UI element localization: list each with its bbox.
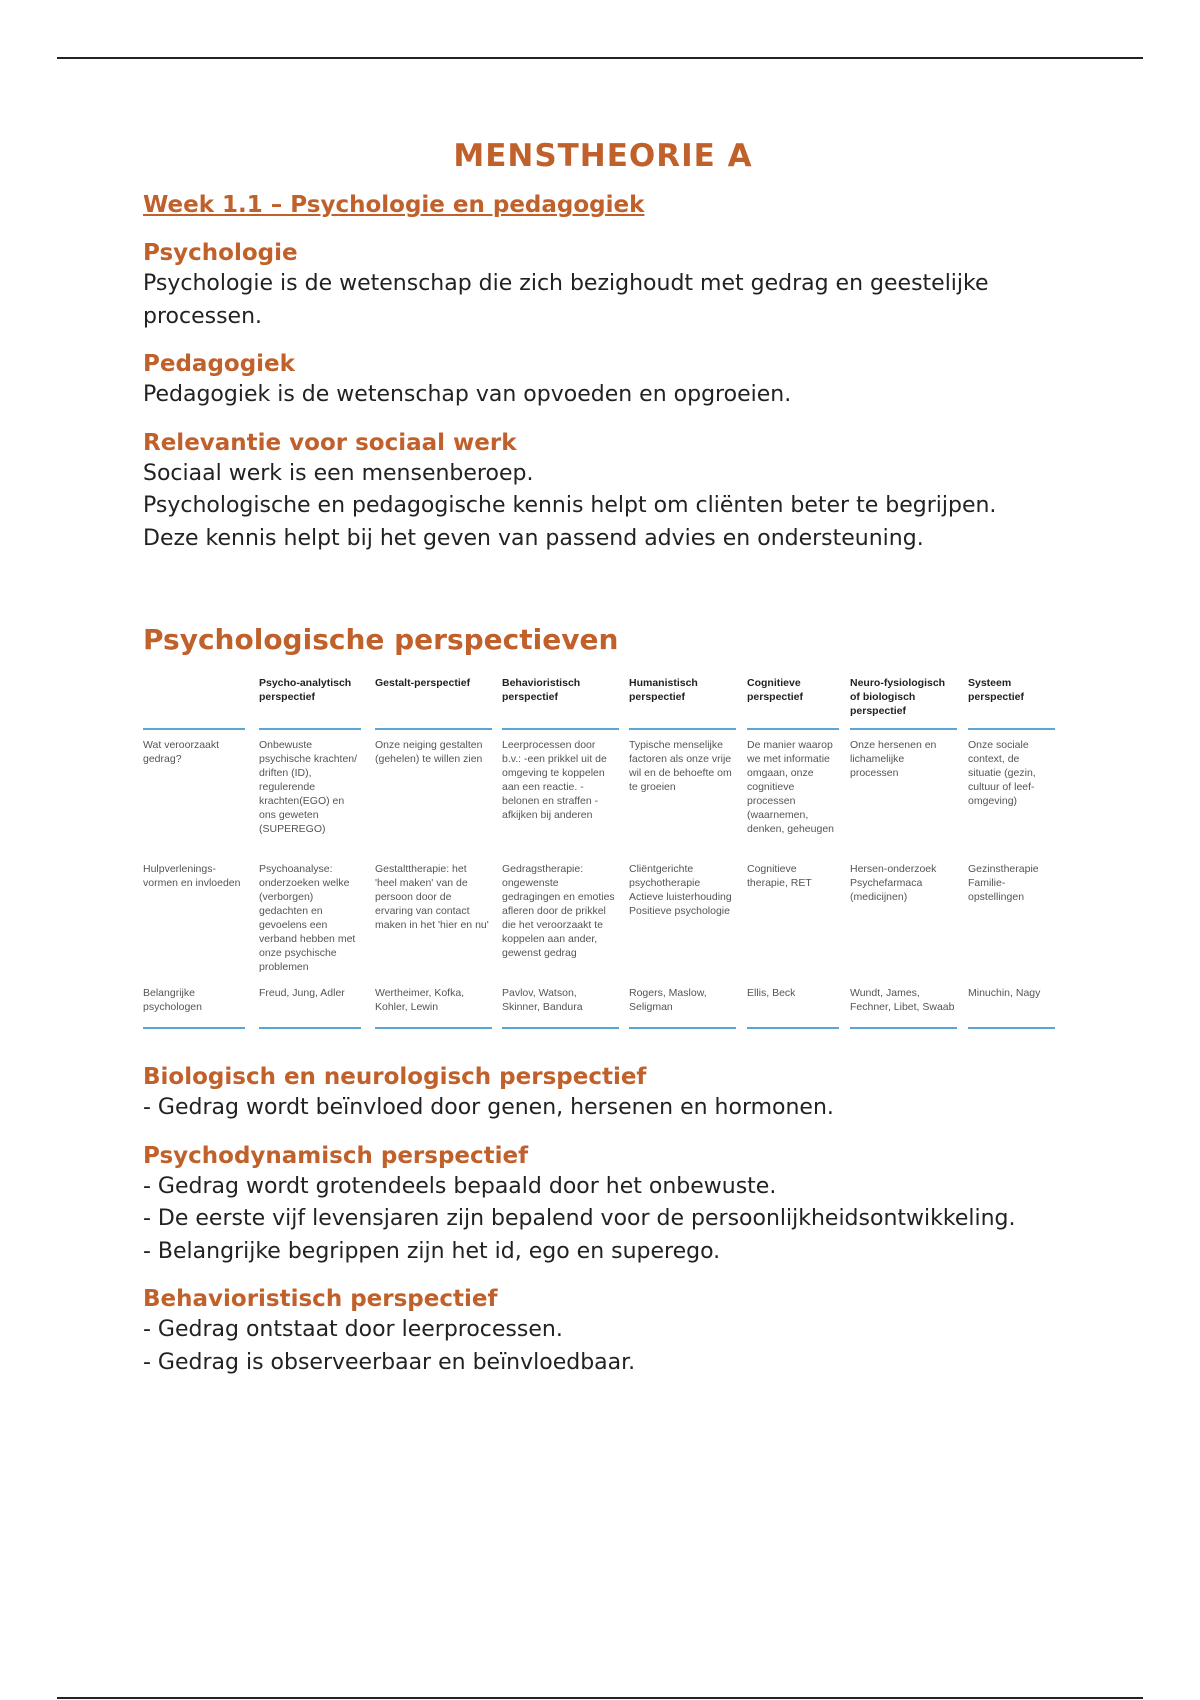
table-cell: Gestalttherapie: het 'heel maken' van de persoon door de ervaring van contact maken in het 'hier en nu' bbox=[375, 863, 489, 931]
section-heading: Relevantie voor sociaal werk bbox=[143, 429, 517, 456]
table-rule bbox=[850, 728, 957, 730]
top-rule bbox=[57, 57, 1143, 59]
table-header-cell: Cognitieve perspectief bbox=[747, 677, 804, 703]
table-cell: Cognitieve therapie, RET bbox=[747, 863, 812, 889]
section-heading: Pedagogiek bbox=[143, 351, 295, 377]
table-rule bbox=[629, 728, 736, 730]
table-row-label: Belangrijke psychologen bbox=[143, 987, 202, 1013]
bullet-line: - De eerste vijf levensjaren zijn bepalend voor de persoonlijkheidsontwikkeling. bbox=[143, 1206, 1016, 1231]
paragraph: Deze kennis helpt bij het geven van passend advies en ondersteuning. bbox=[143, 525, 924, 551]
bullet-line: - Gedrag wordt grotendeels bepaald door het onbewuste. bbox=[143, 1173, 777, 1199]
table-header-cell: Systeem perspectief bbox=[968, 677, 1025, 703]
table-cell: Wertheimer, Kofka, Kohler, Lewin bbox=[375, 987, 465, 1013]
bullet-line: - Belangrijke begrippen zijn het id, ego en superego. bbox=[143, 1238, 721, 1264]
table-cell: De manier waarop we met informatie omgaan, onze cognitieve processen (waarnemen, denken, geheugen bbox=[747, 739, 834, 835]
bullet-line: - Gedrag is observeerbaar en beïnvloedbaar. bbox=[143, 1349, 636, 1375]
document-title: MENSTHEORIE A bbox=[453, 138, 753, 174]
section-pedagogiek bbox=[143, 349, 1063, 412]
table-rule bbox=[259, 1027, 361, 1029]
table-rule bbox=[747, 728, 839, 730]
table-header-cell: Humanistisch perspectief bbox=[629, 677, 698, 703]
paragraph: Sociaal werk is een mensenberoep. bbox=[143, 460, 534, 486]
table-cell: Onze neiging gestalten (gehelen) te willen zien bbox=[375, 739, 483, 765]
table-cell: Onze hersenen en lichamelijke processen bbox=[850, 739, 937, 779]
table-cell: Freud, Jung, Adler bbox=[259, 987, 345, 999]
section-psychodynamisch bbox=[143, 1141, 1063, 1269]
table-rule bbox=[259, 728, 361, 730]
bullet-line: - Gedrag ontstaat door leerprocessen. bbox=[143, 1317, 563, 1342]
table-rule bbox=[502, 1027, 619, 1029]
section-heading: Biologisch en neurologisch perspectief bbox=[143, 1064, 647, 1090]
paragraph: Pedagogiek is de wetenschap van opvoeden en opgroeien. bbox=[143, 382, 792, 407]
section-behavioristisch bbox=[143, 1284, 1063, 1379]
document-body bbox=[143, 138, 1063, 1395]
table-rule bbox=[968, 728, 1055, 730]
table-cell: Gezinstherapie Familie-opstellingen bbox=[968, 863, 1039, 903]
paragraph: Psychologische en pedagogische kennis helpt om cliënten beter te begrijpen. bbox=[143, 493, 997, 518]
table-header-cell: Neuro-fysiologisch of biologisch perspectief bbox=[850, 677, 946, 717]
section-biologisch bbox=[143, 1062, 1063, 1125]
table-cell: Wundt, James, Fechner, Libet, Swaab bbox=[850, 987, 955, 1013]
table-cell: Psychoanalyse: onderzoeken welke (verborgen) gedachten en gevoelens een verband hebben met onze psychische problemen bbox=[259, 863, 356, 973]
table-header-cell: Behavioristisch perspectief bbox=[502, 677, 581, 703]
table-rule bbox=[375, 728, 492, 730]
bottom-rule bbox=[57, 1697, 1143, 1699]
section-relevantie bbox=[143, 428, 1063, 556]
section-heading: Psychodynamisch perspectief bbox=[143, 1142, 529, 1169]
table-cell: Pavlov, Watson, Skinner, Bandura bbox=[502, 987, 583, 1013]
table-cell: Onze sociale context, de situatie (gezin, cultuur of leef-omgeving) bbox=[968, 739, 1036, 807]
week-heading: Week 1.1 – Psychologie en pedagogiek bbox=[143, 192, 645, 218]
table-cell: Cliëntgerichte psychotherapie Actieve luisterhouding Positieve psychologie bbox=[629, 863, 732, 917]
perspectives-heading: Psychologische perspectieven bbox=[143, 623, 619, 656]
table-cell: Ellis, Beck bbox=[747, 987, 796, 999]
paragraph: Psychologie is de wetenschap die zich bezighoudt met gedrag en geestelijke processen. bbox=[143, 271, 989, 329]
table-rule bbox=[629, 1027, 736, 1029]
table-rule bbox=[502, 728, 619, 730]
table-cell: Rogers, Maslow, Seligman bbox=[629, 987, 707, 1013]
table-header-cell: Gestalt-perspectief bbox=[375, 677, 471, 689]
table-row-label: Wat veroorzaakt gedrag? bbox=[143, 739, 220, 765]
table-rule bbox=[850, 1027, 957, 1029]
table-cell: Typische menselijke factoren als onze vrije wil en de behoefte om te groeien bbox=[629, 739, 732, 793]
table-cell: Onbewuste psychische krachten/ driften (ID), regulerende krachten(EGO) en ons geweten (SUPEREGO) bbox=[259, 739, 358, 835]
bullet-line: - Gedrag wordt beïnvloed door genen, hersenen en hormonen. bbox=[143, 1095, 834, 1120]
table-row-label: Hulpverlenings-vormen en invloeden bbox=[143, 863, 241, 889]
section-psychologie bbox=[143, 238, 1063, 333]
table-rule bbox=[375, 1027, 492, 1029]
section-heading: Psychologie bbox=[143, 240, 298, 266]
table-cell: Gedragstherapie: ongewenste gedragingen en emoties afleren door de prikkel die het veroorzaakt te koppelen aan ander, gewenst gedrag bbox=[502, 863, 615, 959]
section-heading: Behavioristisch perspectief bbox=[143, 1286, 498, 1312]
table-rule bbox=[968, 1027, 1055, 1029]
table-rule bbox=[747, 1027, 839, 1029]
perspectives-table bbox=[143, 670, 1053, 1030]
table-header-cell: Psycho-analytisch perspectief bbox=[259, 677, 352, 703]
table-rule bbox=[143, 1027, 245, 1029]
table-cell: Hersen-onderzoek Psychefarmaca (medicijnen) bbox=[850, 863, 937, 903]
table-cell: Minuchin, Nagy bbox=[968, 987, 1041, 999]
table-rule bbox=[143, 728, 245, 730]
table-cell: Leerprocessen door b.v.: -een prikkel uit de omgeving te koppelen aan een reactie. -belonen en straffen -afkijken bij anderen bbox=[502, 739, 607, 821]
